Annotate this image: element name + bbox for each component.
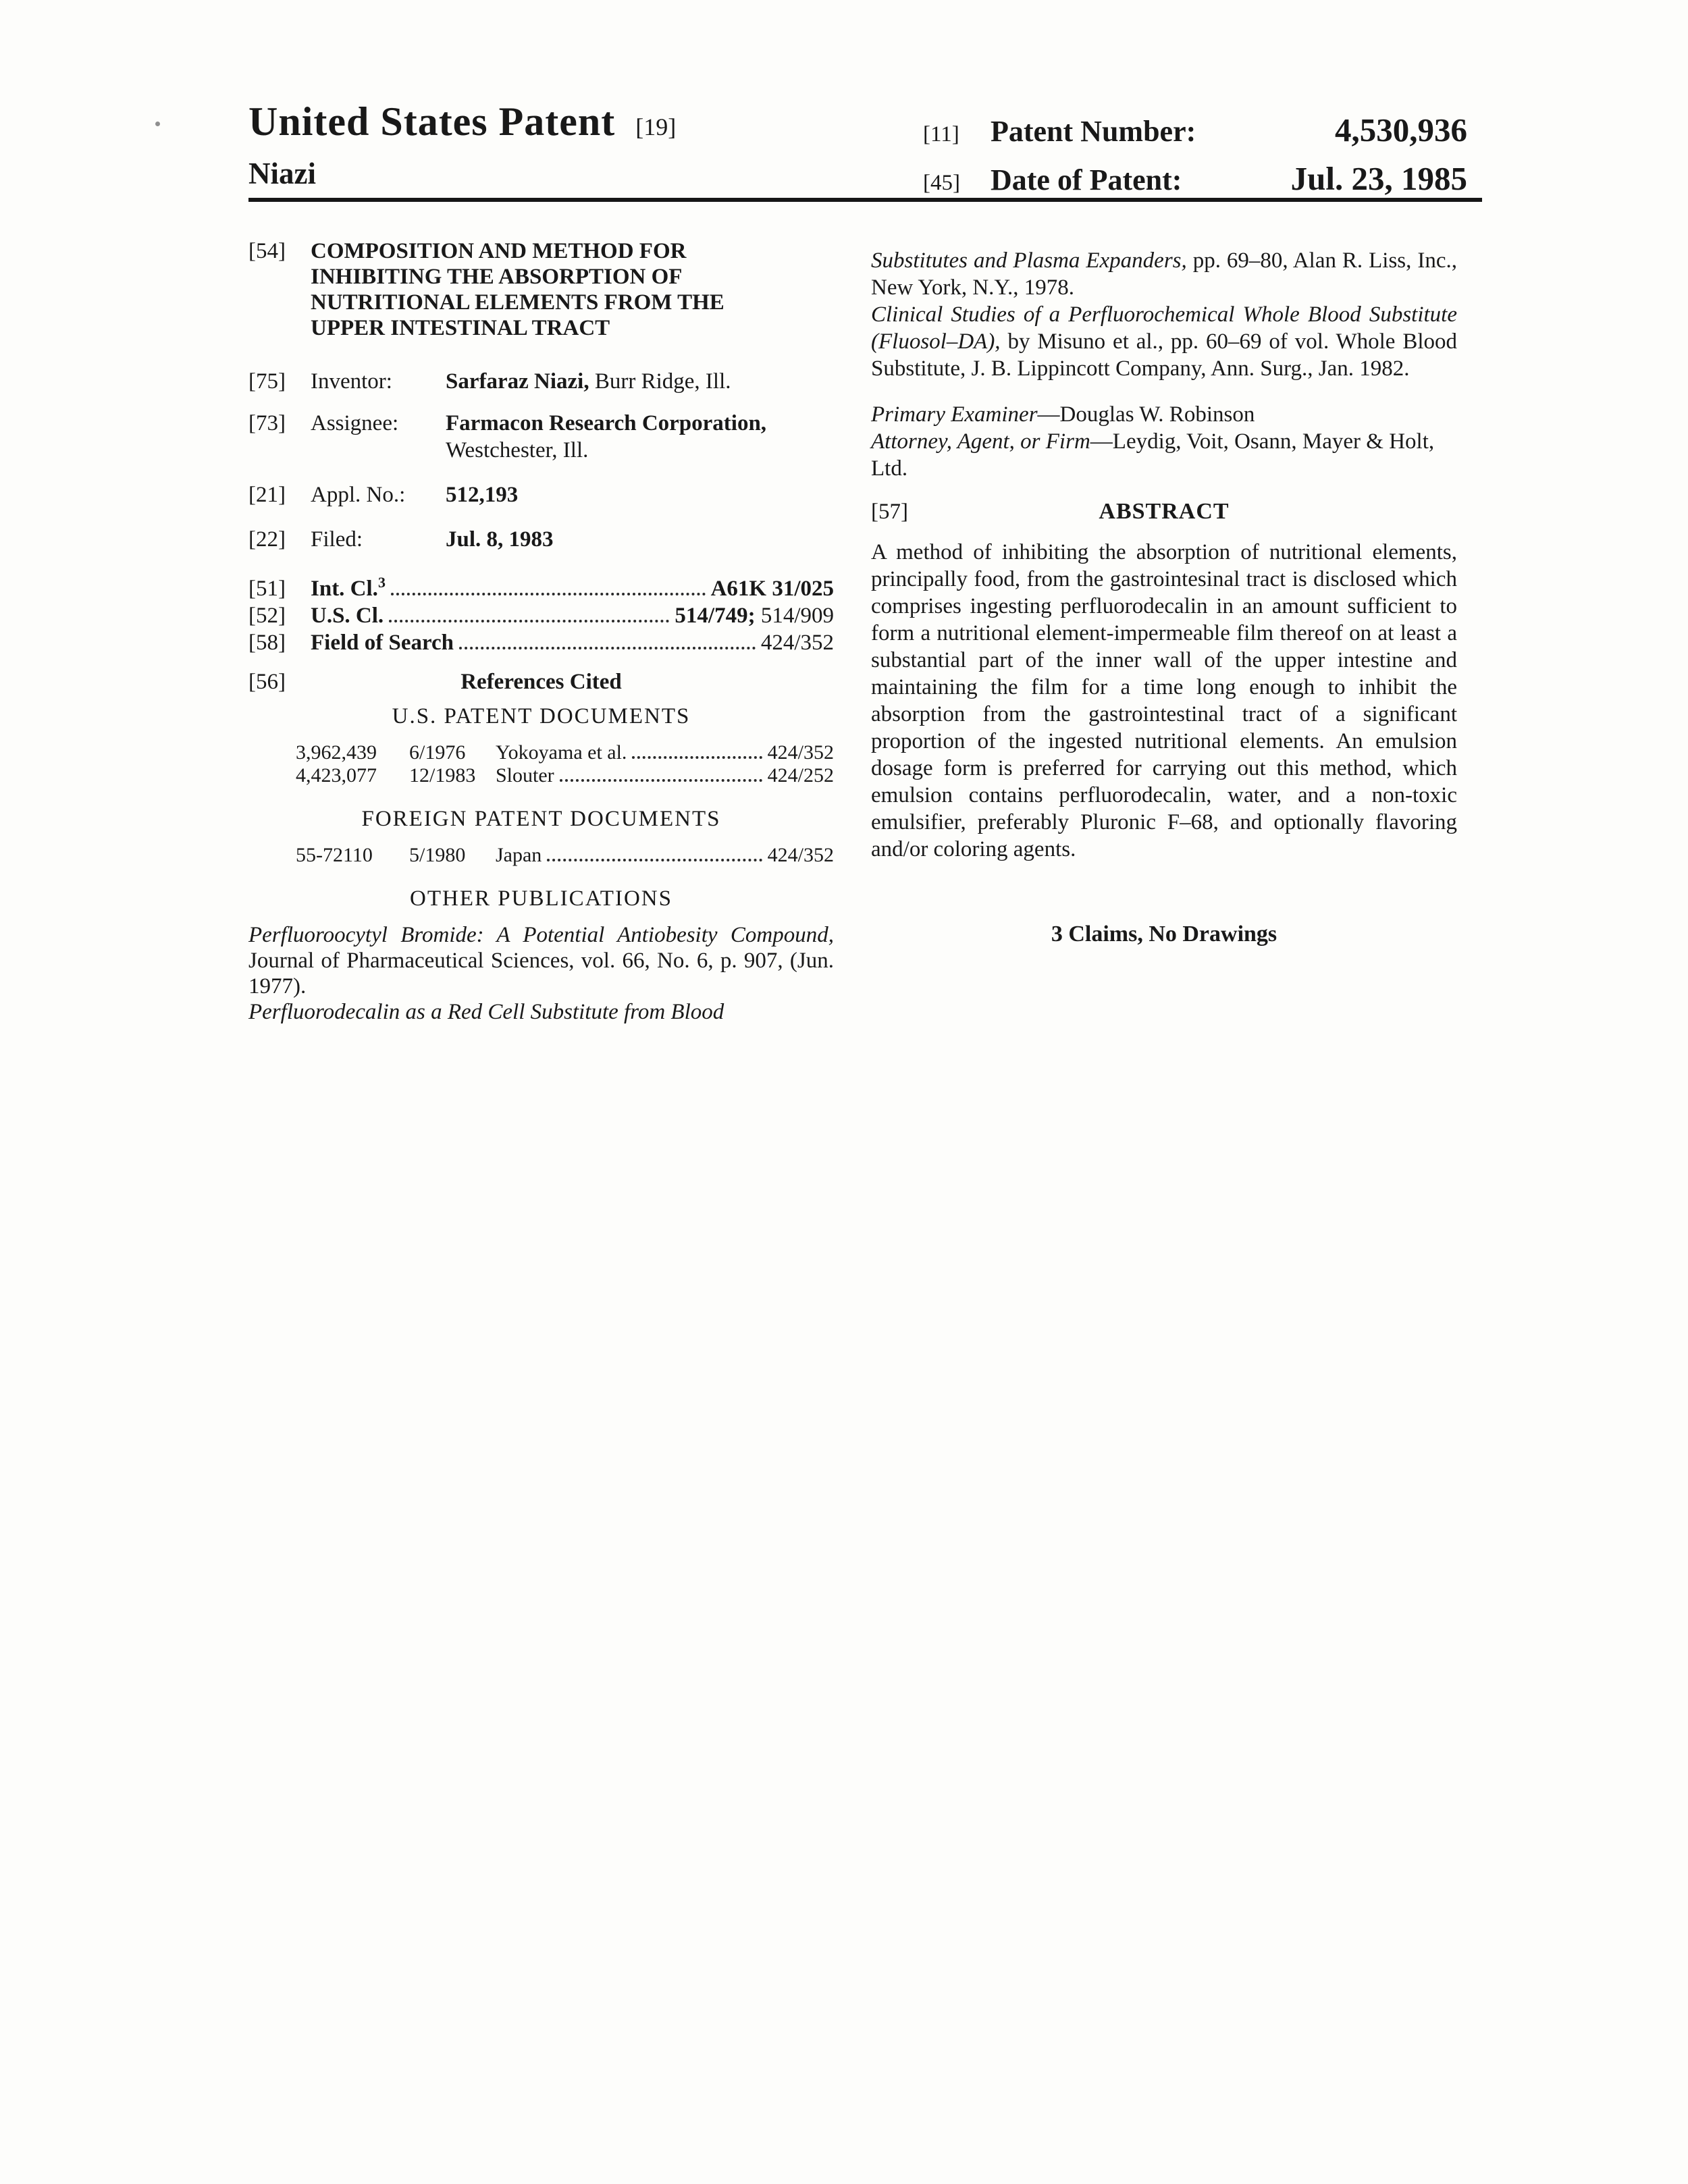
invention-title: [311, 238, 834, 341]
ref-class: 424/252: [767, 764, 834, 787]
ref-date: 12/1983: [409, 764, 476, 787]
field-code-51: [51]: [248, 577, 286, 601]
scan-speck: [155, 122, 160, 126]
publication-title: Perfluoroocytyl Bromide: A Potential Antiobesity Compound,: [248, 923, 834, 947]
dot-leader: [632, 756, 762, 759]
filed-label: Filed:: [311, 527, 363, 552]
other-publications-heading: OTHER PUBLICATIONS: [410, 886, 672, 911]
assignee-location: Westchester, Ill.: [446, 438, 589, 462]
appl-no-value: 512,193: [446, 483, 519, 507]
publication-entry: [871, 301, 1457, 382]
attorney-name: —Leydig, Voit, Osann, Mayer & Holt, Ltd.: [871, 429, 1435, 481]
assignee-name: Farmacon Research Corporation,: [446, 411, 767, 435]
inventor-value: [446, 368, 834, 395]
filed-field: [248, 526, 834, 553]
ref-number: 3,962,439: [296, 741, 377, 764]
publication-source: pp. 69–80, Alan R. Liss, Inc., New York, N.Y., 1978.: [871, 248, 1457, 300]
left-column: [248, 238, 834, 1025]
header-divider: [248, 198, 1482, 202]
publication-title: Clinical Studies of a Perfluorochemical Whole Blood Substitute (Fluosol–DA),: [871, 302, 1457, 354]
abstract-text: A method of inhibiting the absorption of nutritional elements, principally food, from the gastrointesinal tract is disclosed which comprises ingesting perfluorodecalin in an amount sufficient to form a nutritional element-impermeable film thereof on at least a substantial part of the inner wall of the upper intestine and maintaining the film for a time long enough to inhibit the absorption from the gastrointestinal tract of a significant proportion of the ingested nutritional elements. An emulsion dosage form is preferred for carrying out this method, which emulsion contains perfluorodecalin, water, and a non-toxic emulsifier, preferably Pluronic F–68, and optionally flavoring and/or coloring agents.: [871, 540, 1457, 861]
ref-name: Yokoyama et al.: [496, 741, 627, 764]
publication-source: by Misuno et al., pp. 60–69 of vol. Whole Blood Substitute, J. B. Lippincott Company, Ann. Surg., Jan. 1982.: [871, 329, 1457, 381]
foreign-patent-rows: [248, 844, 834, 867]
primary-examiner-label: Primary Examiner: [871, 402, 1038, 427]
invention-title-field: [248, 238, 834, 341]
ref-number: 55-72110: [296, 844, 373, 866]
ref-class: 424/352: [767, 741, 834, 764]
patent-date-code: [45]: [923, 171, 960, 195]
abstract-heading-row: [871, 497, 1457, 527]
field-code-75: [75]: [248, 369, 286, 394]
invention-title-line: NUTRITIONAL ELEMENTS FROM THE: [311, 290, 724, 315]
masthead-left: [248, 99, 676, 191]
kind-code: [19]: [635, 113, 677, 140]
patent-number-value: 4,530,936: [1335, 111, 1467, 149]
int-cl-field: [248, 569, 834, 602]
us-cl-field: [248, 602, 834, 629]
ref-class: 424/352: [767, 844, 834, 866]
reference-row: [248, 741, 834, 764]
int-cl-label: Int. Cl.$^3$: [311, 574, 386, 601]
primary-examiner-line: [871, 401, 1457, 428]
publication-entry: [248, 999, 834, 1025]
references-cited-heading: References Cited: [460, 670, 622, 694]
publication-title: Perfluorodecalin as a Red Cell Substitute from Blood: [248, 1000, 724, 1024]
field-code-57: [57]: [871, 500, 908, 524]
inventor-location: Burr Ridge, Ill.: [589, 369, 731, 394]
us-cl-secondary: 514/909: [755, 604, 834, 628]
ref-date: 5/1980: [409, 844, 466, 866]
dot-leader: [560, 779, 762, 782]
dot-leader: [547, 859, 762, 861]
int-cl-sup: 3: [377, 574, 386, 591]
field-code-56: [56]: [248, 670, 286, 694]
field-of-search-field: [248, 629, 834, 656]
reference-row: [248, 844, 834, 867]
field-code-22: [22]: [248, 527, 286, 552]
examiner-block: [871, 401, 1457, 482]
us-cl-line: [311, 602, 834, 629]
assignee-label: Assignee:: [311, 411, 399, 435]
reference-row: [248, 764, 834, 787]
ref-name: Slouter: [496, 764, 554, 787]
assignee-field: [248, 410, 834, 464]
publication-title: Substitutes and Plasma Expanders,: [871, 248, 1187, 273]
dot-leader: [391, 593, 706, 595]
page-title: United States Patent: [248, 99, 616, 144]
field-code-52: [52]: [248, 604, 286, 628]
us-cl-primary: 514/749;: [675, 604, 756, 628]
patent-date-label: Date of Patent:: [991, 163, 1182, 196]
us-cl-value: [675, 602, 834, 629]
appl-no-label: Appl. No.:: [311, 483, 406, 507]
attorney-line: [871, 428, 1457, 482]
field-of-search-line: [311, 629, 834, 656]
field-code-54: [54]: [248, 239, 286, 263]
us-patent-documents-heading: U.S. PATENT DOCUMENTS: [392, 704, 691, 728]
us-patent-rows: [248, 741, 834, 787]
right-column: [871, 247, 1457, 948]
masthead-right: [923, 112, 1467, 201]
publication-entry: [248, 922, 834, 999]
dot-leader: [459, 647, 756, 649]
assignee-value: [446, 410, 834, 464]
publication-entry: [871, 247, 1457, 301]
abstract-heading: ABSTRACT: [1099, 499, 1230, 524]
inventor-field: [248, 368, 834, 395]
references-cited-heading-row: [248, 668, 834, 695]
dot-leader: [389, 620, 669, 622]
publications-continued: [871, 247, 1457, 382]
field-of-search-label: Field of Search: [311, 631, 454, 655]
field-code-58: [58]: [248, 631, 286, 655]
patent-number-code: [11]: [923, 122, 959, 147]
application-number-field: [248, 481, 834, 508]
invention-title-line: INHIBITING THE ABSORPTION OF: [311, 265, 683, 289]
claims-note: 3 Claims, No Drawings: [1051, 922, 1277, 947]
attorney-label: Attorney, Agent, or Firm: [871, 429, 1090, 454]
int-cl-line: [311, 569, 834, 602]
us-cl-label: U.S. Cl.: [311, 604, 384, 628]
field-of-search-value: 424/352: [760, 631, 834, 655]
inventor-label: Inventor:: [311, 369, 392, 394]
ref-date: 6/1976: [409, 741, 466, 764]
foreign-patent-documents-heading: FOREIGN PATENT DOCUMENTS: [361, 807, 721, 831]
patent-number-row: [923, 112, 1467, 153]
field-code-73: [73]: [248, 411, 286, 435]
classification-block: [248, 569, 834, 656]
ref-name: Japan: [496, 844, 542, 866]
invention-title-line: UPPER INTESTINAL TRACT: [311, 316, 610, 340]
filed-value: Jul. 8, 1983: [446, 527, 554, 552]
field-code-21: [21]: [248, 483, 286, 507]
publication-source: Journal of Pharmaceutical Sciences, vol. 66, No. 6, p. 907, (Jun. 1977).: [248, 949, 834, 998]
ref-number: 4,423,077: [296, 764, 377, 787]
patent-date-row: [923, 161, 1467, 201]
inventor-name: Sarfaraz Niazi,: [446, 369, 589, 394]
primary-examiner-name: —Douglas W. Robinson: [1037, 402, 1255, 427]
patent-number-label: Patent Number:: [991, 115, 1196, 148]
int-cl-value: A61K 31/025: [710, 577, 834, 601]
inventor-surname: Niazi: [248, 157, 316, 190]
masthead-title-line: [248, 99, 676, 145]
invention-title-line: COMPOSITION AND METHOD FOR: [311, 239, 687, 263]
patent-date-value: Jul. 23, 1985: [1290, 160, 1467, 197]
